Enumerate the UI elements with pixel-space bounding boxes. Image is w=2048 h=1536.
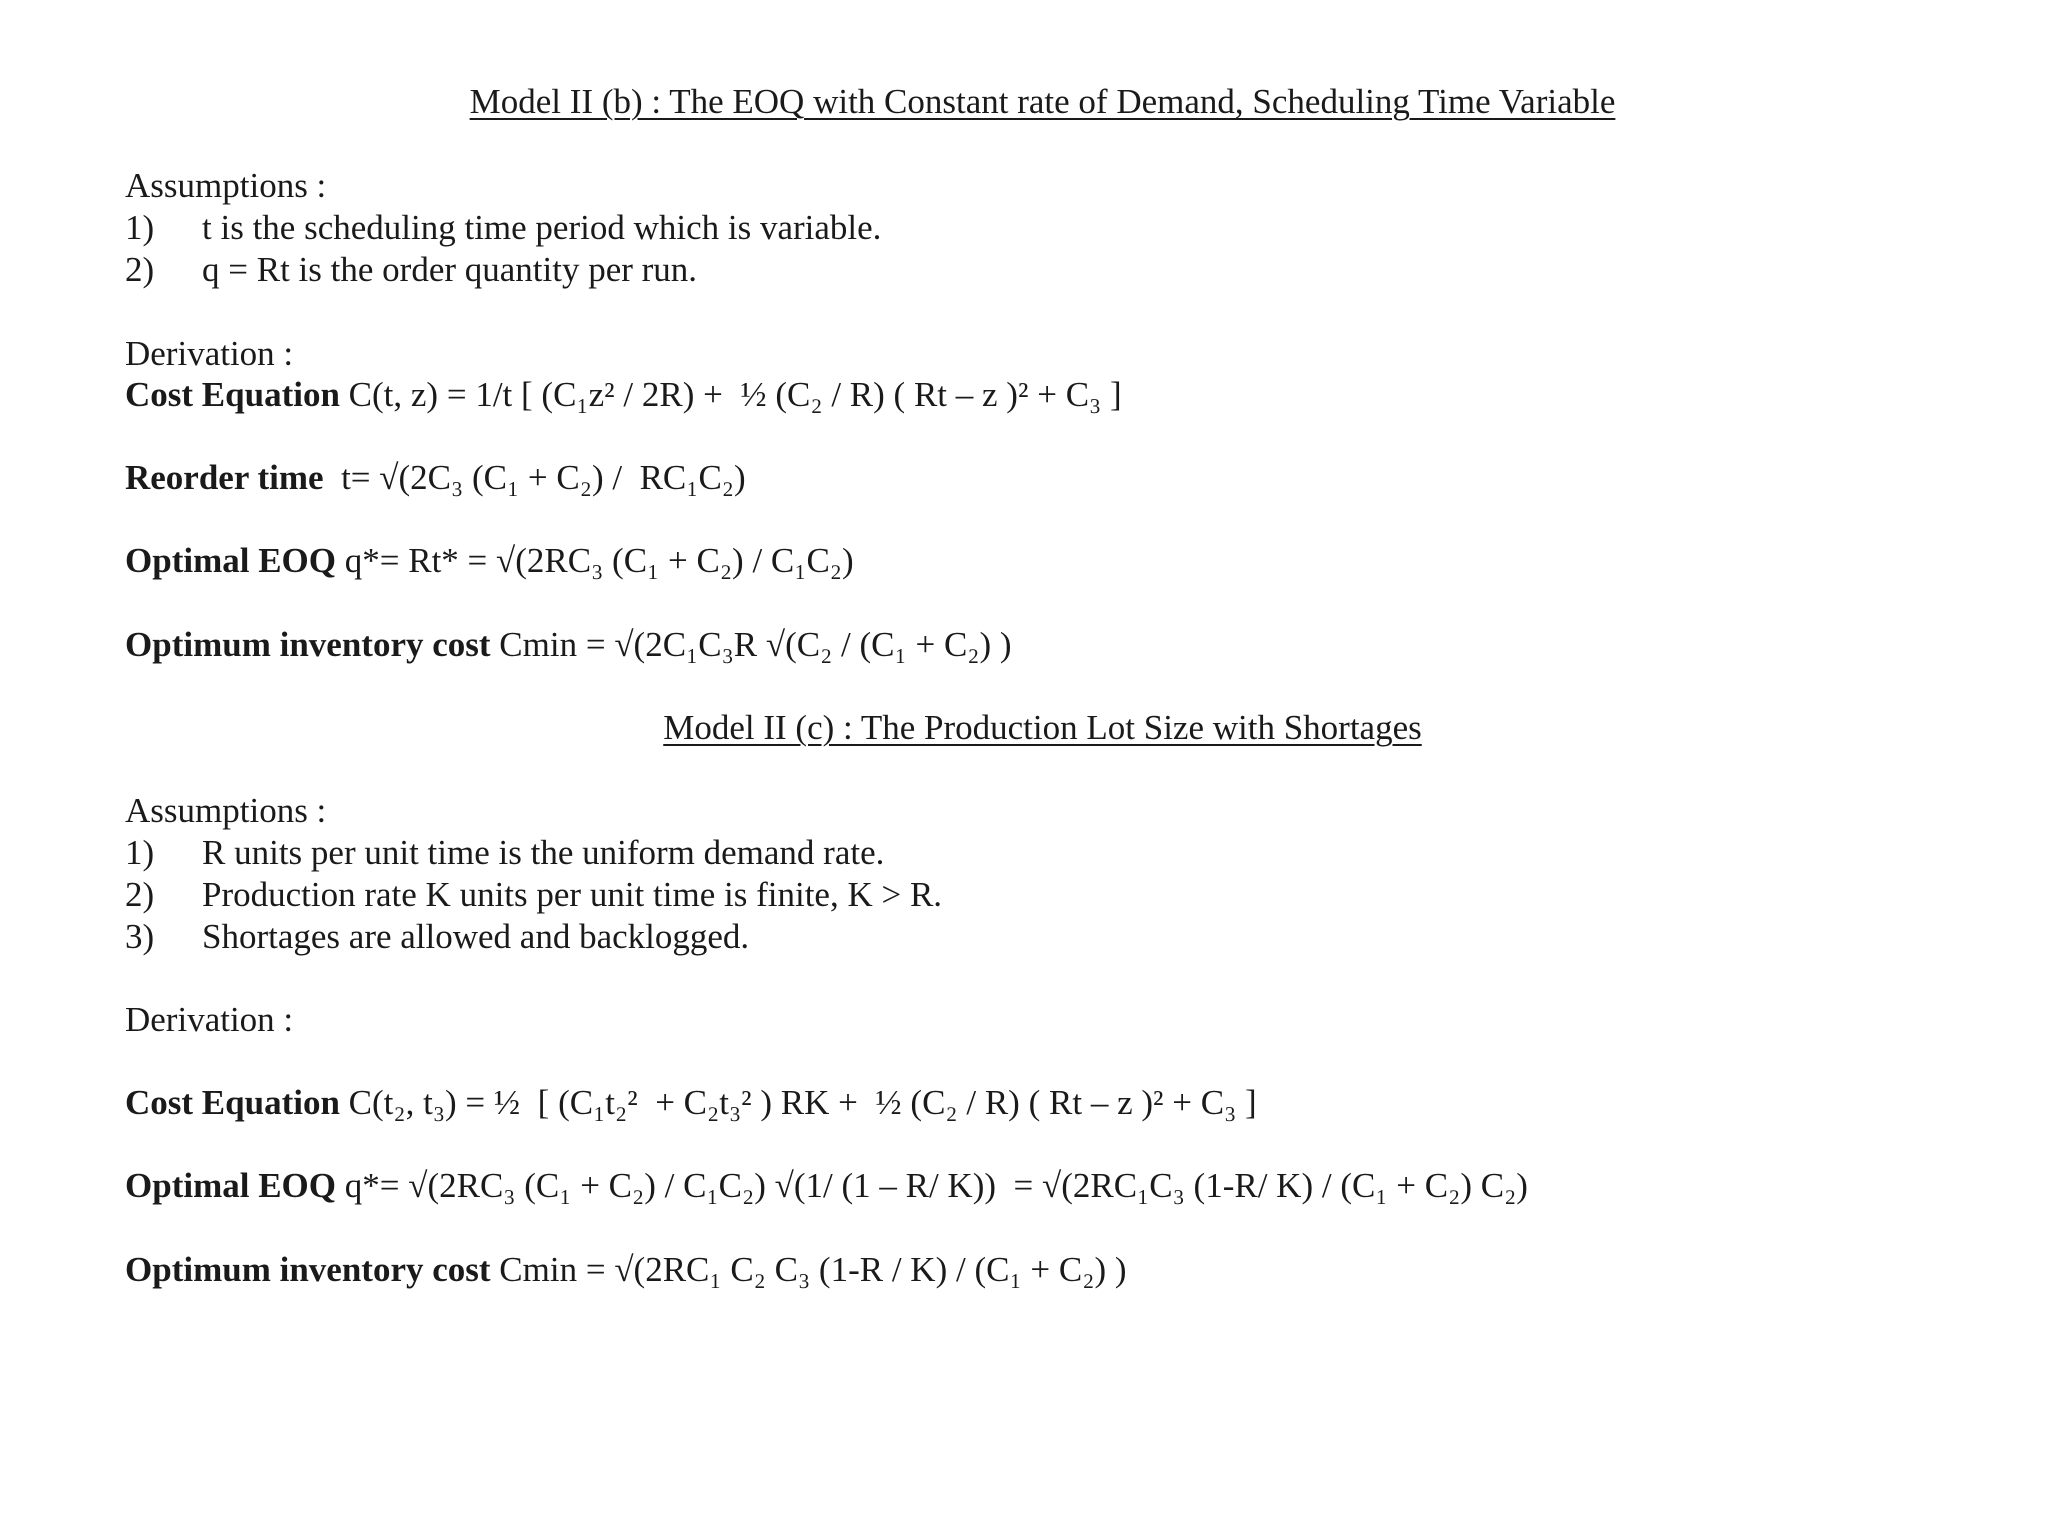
cost-equation-formula: C(t₂, t₃) = ½ [ (C₁t₂² + C₂t₃² ) RK + ½ (C₂ / R) ( Rt – z )² + C₃ ] (339, 1083, 1257, 1122)
list-number: 1) (125, 208, 155, 247)
reorder-time-label: Reorder time (125, 458, 324, 497)
model-b-reorder-time (125, 460, 746, 495)
list-text: t is the scheduling time period which is variable. (202, 208, 882, 247)
model-c-derivation-title: Derivation : (125, 1000, 294, 1039)
model-b-assumption-1 (125, 210, 881, 245)
list-text: Shortages are allowed and backlogged. (202, 917, 750, 956)
model-b-optimal-eoq (125, 543, 854, 578)
optimum-cost-formula: Cmin = √(2RC₁ C₂ C₃ (1-R / K) / (C₁ + C₂) ) (490, 1250, 1127, 1289)
model-b-derivation-title: Derivation : (125, 334, 294, 373)
model-b-heading: Model II (b) : The EOQ with Constant rate of Demand, Scheduling Time Variable (469, 82, 1616, 121)
model-b-optimum-cost (125, 627, 1012, 662)
optimal-eoq-formula: q*= √(2RC₃ (C₁ + C₂) / C₁C₂) √(1/ (1 – R/ K)) = √(2RC₁C₃ (1-R/ K) / (C₁ + C₂) C₂) (336, 1166, 1528, 1205)
optimal-eoq-formula: q*= Rt* = √(2RC₃ (C₁ + C₂) / C₁C₂) (336, 541, 854, 580)
model-c-assumptions-title: Assumptions : (125, 791, 327, 830)
cost-equation-label: Cost Equation (125, 1083, 340, 1122)
optimal-eoq-label: Optimal EOQ (125, 541, 336, 580)
reorder-time-formula: t= √(2C₃ (C₁ + C₂) / RC₁C₂) (323, 458, 746, 497)
model-c-heading: Model II (c) : The Production Lot Size with Shortages (663, 708, 1422, 747)
model-b-assumptions-title: Assumptions : (125, 166, 327, 205)
model-c-assumption-2 (125, 877, 942, 912)
list-text: q = Rt is the order quantity per run. (202, 250, 698, 289)
model-c-optimum-cost (125, 1252, 1127, 1287)
list-number: 2) (125, 250, 155, 289)
list-text: Production rate K units per unit time is finite, K > R. (202, 875, 943, 914)
list-number: 2) (125, 875, 155, 914)
optimum-cost-formula: Cmin = √(2C₁C₃R √(C₂ / (C₁ + C₂) ) (490, 625, 1012, 664)
list-text: R units per unit time is the uniform demand rate. (202, 833, 885, 872)
cost-equation-formula: C(t, z) = 1/t [ (C₁z² / 2R) + ½ (C₂ / R) ( Rt – z )² + C₃ ] (339, 375, 1122, 414)
cost-equation-label: Cost Equation (125, 375, 340, 414)
list-number: 1) (125, 833, 155, 872)
model-c-cost-equation (125, 1085, 1257, 1120)
model-b-assumption-2 (125, 252, 697, 287)
optimum-cost-label: Optimum inventory cost (125, 1250, 491, 1289)
model-c-assumption-1 (125, 835, 884, 870)
model-c-optimal-eoq (125, 1168, 1528, 1203)
optimal-eoq-label: Optimal EOQ (125, 1166, 336, 1205)
model-b-cost-equation (125, 377, 1122, 412)
model-c-assumption-3 (125, 919, 749, 954)
list-number: 3) (125, 917, 155, 956)
optimum-cost-label: Optimum inventory cost (125, 625, 491, 664)
